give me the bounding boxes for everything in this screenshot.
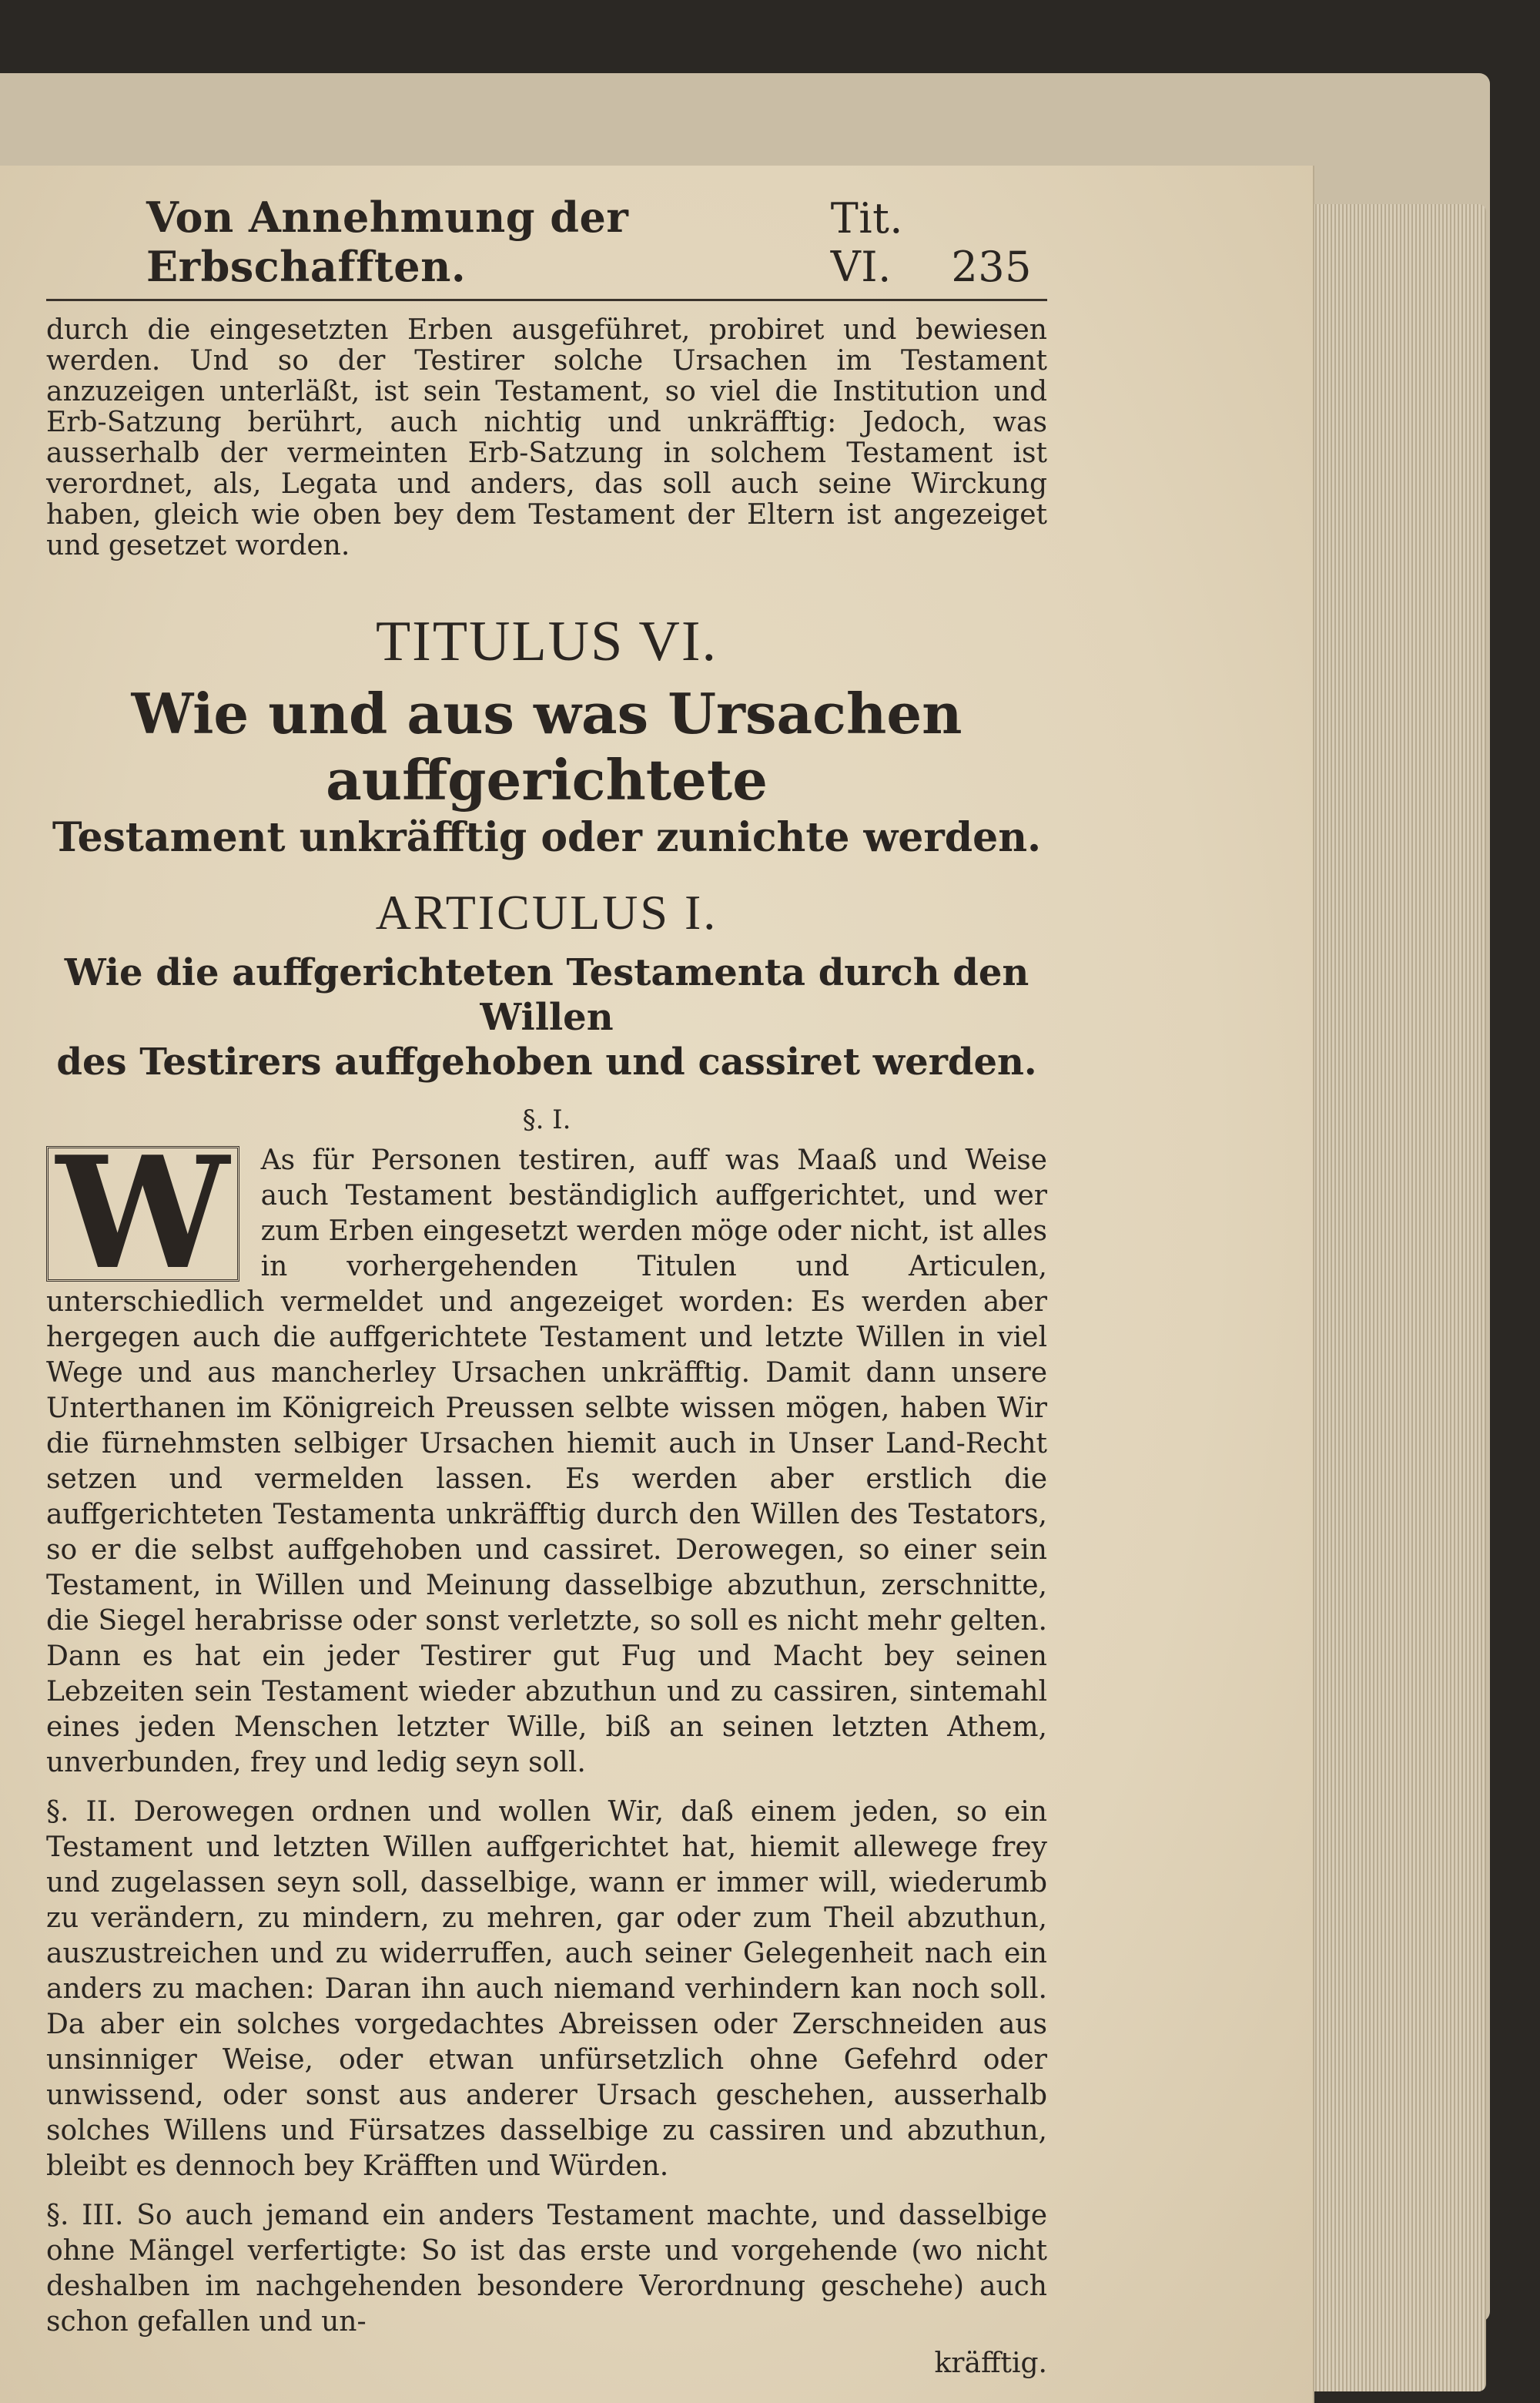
titulus-subtitle: Wie und aus was Ursachen auffgerichtete <box>131 681 962 813</box>
articulus-title <box>46 950 1047 1084</box>
title-marker: Tit. VI. <box>830 194 903 291</box>
titulus-subtitle-secondary: Testament unkräfftig oder zunichte werden. <box>52 814 1042 861</box>
articulus-heading: ARTICULUS I. <box>375 885 718 940</box>
catchword: kräfftig. <box>934 2348 1047 2379</box>
section-1-text: As für Personen testiren, auff was Maaß und Weise auch Testament beständiglich auffgerichtet, und wer zum Erben eingesetzt werden möge oder nicht, ist alles in vorhergehenden Titulen und Articulen, unterschiedlich vermeldet und angezeiget worden: Es werden aber hergegen auch die auffgerichtete Testament und letzte Willen in viel Wege und aus mancherley Ursachen unkräfftig. Damit dann unsere Unterthanen im Königreich Preussen selbte wissen mögen, haben Wir die fürnehmsten selbiger Ursachen hiemit auch in Unser Land-Recht setzen und vermelden lassen. Es werden aber erstlich die auffgerichteten Testamenta unkräfftig durch den Willen des Testators, so er die selbst auffgehoben und cassiret. Derowegen, so einer sein Testament, in Willen und Meinung dasselbige abzuthun, zerschnitte, die Siegel herabrisse oder sonst verletzte, so soll es nicht mehr gelten. Dann es hat ein jeder Testirer gut Fug und Macht bey seinen Lebzeiten sein Testament wieder abzuthun und zu cassiren, sintemahl eines jeden Menschen letzter Wille, biß an seinen letzten Athem, unverbunden, frey und ledig seyn soll. <box>46 1145 1047 1778</box>
articulus-title-line2: des Testirers auffgehoben und cassiret werden. <box>56 1041 1037 1084</box>
section-1-paragraph <box>46 1123 1047 1781</box>
titulus-heading: TITULUS VI. <box>375 610 718 673</box>
section-2-paragraph: §. II. Derowegen ordnen und wollen Wir, daß einem jeden, so ein Testament und letzten Willen auffgerichtet hat, hiemit allewege frey und zugelassen seyn soll, dasselbige, wann er immer will, wiederumb zu verändern, zu mindern, zu mehren, gar oder zum Theil abzuthun, auszustreichen und zu widerruffen, auch seiner Gelegenheit nach ein anders zu machen: Daran ihn auch niemand verhindern kan noch soll. Da aber ein solches vorgedachtes Abreissen oder Zerschneiden aus unsinniger Weise, oder etwan unfürsetzlich ohne Gefehrd oder unwissend, oder sonst aus anderer Ursach geschehen, ausserhalb solches Willens und Fürsatzes dasselbige zu cassiren und abzuthun, bleibt es dennoch bey Kräfften und Würden. <box>46 1796 1047 2182</box>
running-title: Von Annehmung der Erbschafften. <box>146 193 629 291</box>
section-3-paragraph: §. III. So auch jemand ein anders Testament machte, und dasselbige ohne Mängel verfertigte: So ist das erste und vorgehende (wo nicht deshalben im nachgehenden besondere Verordnung geschehe) auch schon gefallen und un- <box>46 2200 1047 2338</box>
page-text <box>46 193 1047 2379</box>
drop-cap: W <box>46 1146 239 1282</box>
articulus-title-line1: Wie die auffgerichteten Testamenta durch den Willen <box>64 951 1029 1039</box>
intro-paragraph: durch die eingesetzten Erben ausgeführet, probiret und bewiesen werden. Und so der Testirer solche Ursachen im Testament anzuzeigen unterläßt, ist sein Testament, so viel die Institution und Erb-Satzung berührt, auch nichtig und unkräfftig: Jedoch, was ausserhalb der vermeinten Erb-Satzung in solchem Testament ist verordnet, als, Legata und anders, das soll auch seine Wirckung haben, gleich wie oben bey dem Testament der Eltern ist angezeiget und gesetzet worden. <box>46 314 1047 561</box>
page-edges <box>1309 204 1486 2391</box>
section-1-mark: §. I. <box>522 1104 571 1135</box>
running-header <box>46 193 1047 301</box>
page-number: 235 <box>951 243 1032 291</box>
